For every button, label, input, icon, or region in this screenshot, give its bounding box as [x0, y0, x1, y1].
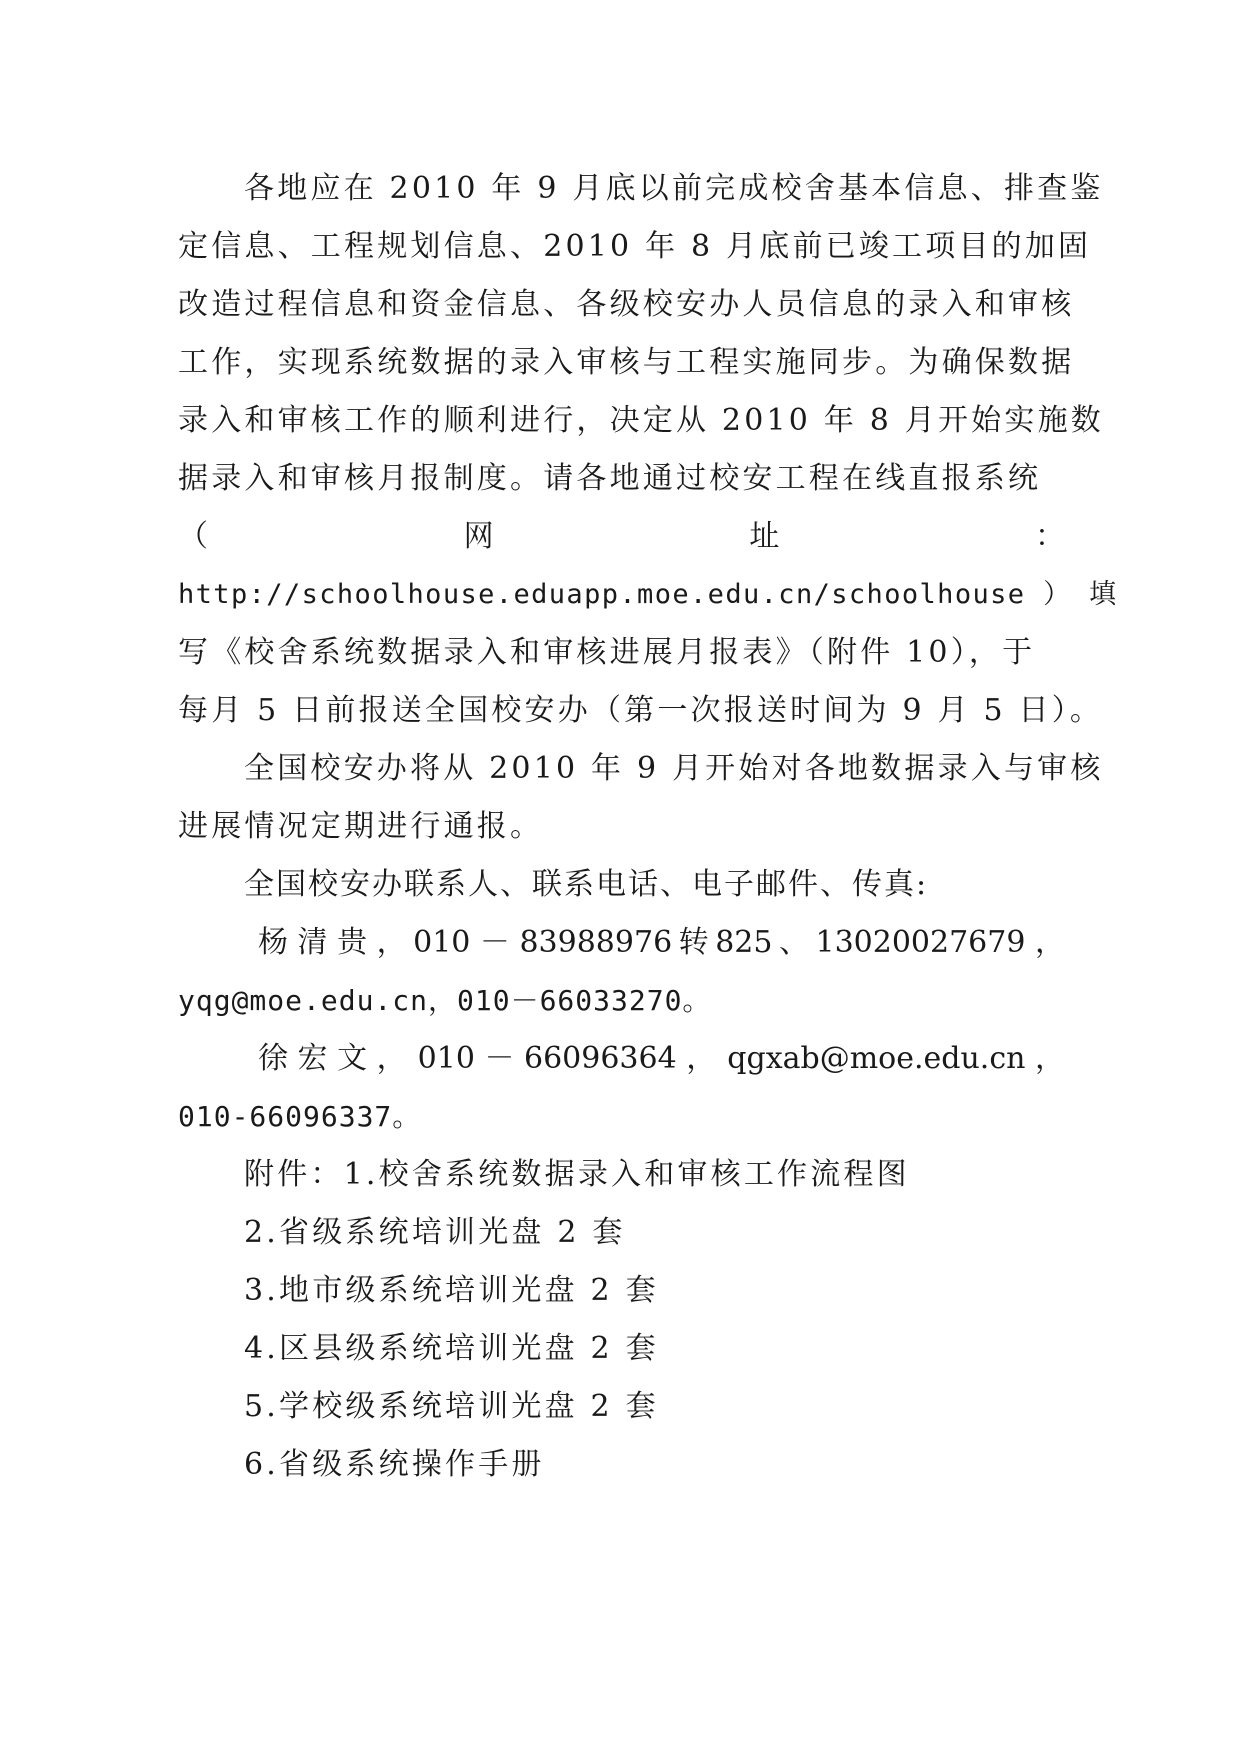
contact2-phone: 010 － 66096364 ，	[417, 1041, 717, 1076]
contact1-line-1	[258, 923, 1065, 963]
paragraph1-line-5: 录入和审核工作的顺利进行，决定从 2010 年 8 月开始实施数	[178, 403, 1104, 438]
paragraph1-line-6: 据录入和审核月报制度。请各地通过校安工程在线直报系统	[178, 461, 1042, 496]
paragraph2-line-1: 全国校安办将从 2010 年 9 月开始对各地数据录入与审核	[244, 751, 1104, 786]
attachment-item-4: 4.区县级系统培训光盘 2 套	[244, 1331, 659, 1366]
attachment-item-2: 2.省级系统培训光盘 2 套	[244, 1215, 626, 1250]
url-line: http://schoolhouse.eduapp.moe.edu.cn/schoolhouse ） 填	[178, 579, 1118, 610]
attachments-label: 附件：1.校舍系统数据录入和审核工作流程图	[244, 1157, 910, 1192]
paragraph1-line-after-1: 写《校舍系统数据录入和审核进展月报表》（附件 10），于	[178, 635, 1036, 670]
contact1-ext-label: 转	[678, 925, 709, 960]
contact1-sep: 、	[778, 925, 809, 960]
paragraph1-line-1: 各地应在 2010 年 9 月底以前完成校舍基本信息、排查鉴	[244, 171, 1104, 206]
url-label-line	[178, 517, 1065, 557]
paragraph2-line-2: 进展情况定期进行通报。	[178, 809, 544, 844]
url-label-char-2: 址	[749, 519, 780, 554]
contacts-heading: 全国校安办联系人、联系电话、电子邮件、传真:	[244, 867, 929, 902]
contact2-email: qgxab@moe.edu.cn ，	[727, 1041, 1065, 1076]
contact1-ext: 825	[715, 925, 773, 960]
paragraph1-line-after-2: 每月 5 日前报送全国校安办（第一次报送时间为 9 月 5 日）。	[178, 693, 1104, 728]
attachment-item-3: 3.地市级系统培训光盘 2 套	[244, 1273, 659, 1308]
url-label-open-paren: （	[178, 519, 208, 554]
url-label-char-1: 网	[463, 519, 494, 554]
url-label-colon: ：	[1034, 519, 1065, 554]
contact2-name: 徐 宏 文 ，	[258, 1041, 407, 1076]
paragraph1-line-2: 定信息、工程规划信息、2010 年 8 月底前已竣工项目的加固	[178, 229, 1092, 264]
attachment-item-6: 6.省级系统操作手册	[244, 1447, 545, 1482]
attachment-item-5: 5.学校级系统培训光盘 2 套	[244, 1389, 659, 1424]
contact2-line-2: 010-66096337。	[178, 1100, 422, 1133]
contact1-line-2: yqg@moe.edu.cn，010－66033270。	[178, 984, 712, 1017]
contact1-mobile: 13020027679 ，	[815, 925, 1065, 960]
contact1-name: 杨 清 贵 ，	[258, 925, 407, 960]
contact2-line-1	[258, 1039, 1065, 1079]
paragraph1-line-4: 工作，实现系统数据的录入审核与工程实施同步。为确保数据	[178, 345, 1075, 380]
contact1-phone: 010 － 83988976	[413, 925, 673, 960]
paragraph1-line-3: 改造过程信息和资金信息、各级校安办人员信息的录入和审核	[178, 287, 1075, 322]
